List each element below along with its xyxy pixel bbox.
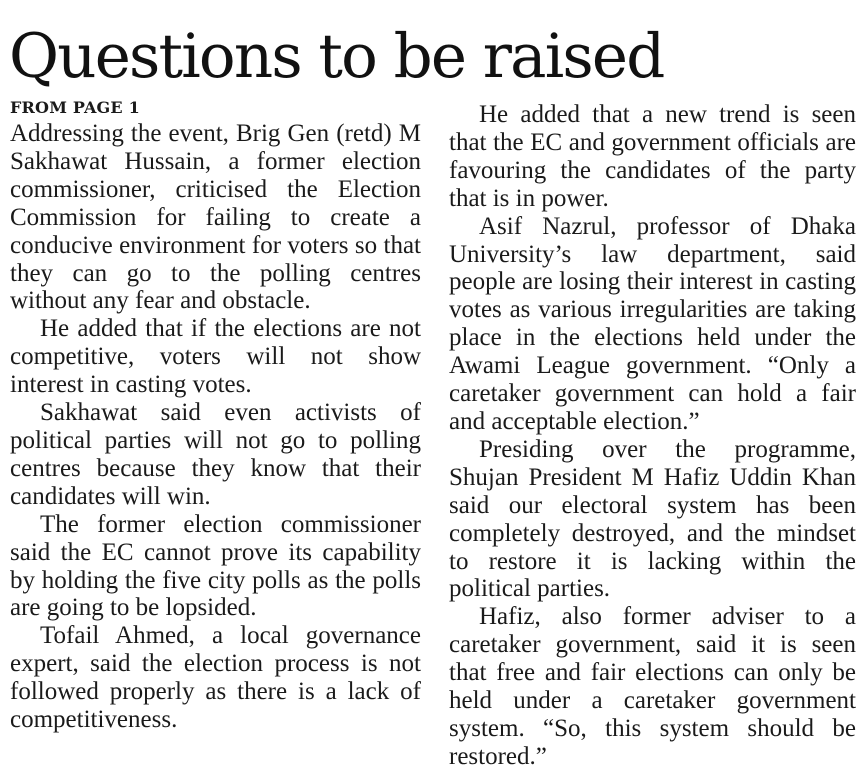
article-paragraph: The former election commissioner said the EC cannot prove its capability by holding the five city polls as the polls are going to be lopsided. — [10, 510, 421, 622]
continuation-kicker: FROM PAGE 1 — [10, 98, 140, 117]
article-paragraph: Asif Nazrul, professor of Dhaka University’s law department, said people are losing their interest in casting votes as various irregularities are taking place in the elections held under the Awami League government. “Only a caretaker government can hold a fair and acceptable election.” — [449, 212, 856, 435]
article-column-right — [449, 101, 856, 771]
article-paragraph: Hafiz, also former adviser to a caretaker government, said it is seen that free and fair elections can only be held under a caretaker government system. “So, this system should be restored.” — [449, 603, 856, 770]
article-paragraph: Sakhawat said even activists of political parties will not go to polling centres because they know that their candidates will win. — [10, 399, 421, 510]
article-paragraph: He added that if the elections are not competitive, voters will not show interest in casting votes. — [10, 315, 421, 399]
article-column-left — [10, 98, 421, 734]
article-paragraph: Presiding over the programme, Shujan President M Hafiz Uddin Khan said our electoral system has been completely destroyed, and the mindset to restore it is lacking within the political parties. — [449, 435, 856, 603]
article-paragraph: Tofail Ahmed, a local governance expert, said the election process is not followed properly as there is a lack of competitiveness. — [10, 622, 421, 734]
article-paragraph: Addressing the event, Brig Gen (retd) M Sakhawat Hussain, a former election commissioner, criticised the Election Commission for failing to create a conducive environment for voters so that they can go to the polling centres without any fear and obstacle. — [10, 120, 421, 315]
article-paragraph: He added that a new trend is seen that the EC and government officials are favouring the candidates of the party that is in power. — [449, 101, 856, 212]
headline: Questions to be raised — [9, 21, 664, 92]
